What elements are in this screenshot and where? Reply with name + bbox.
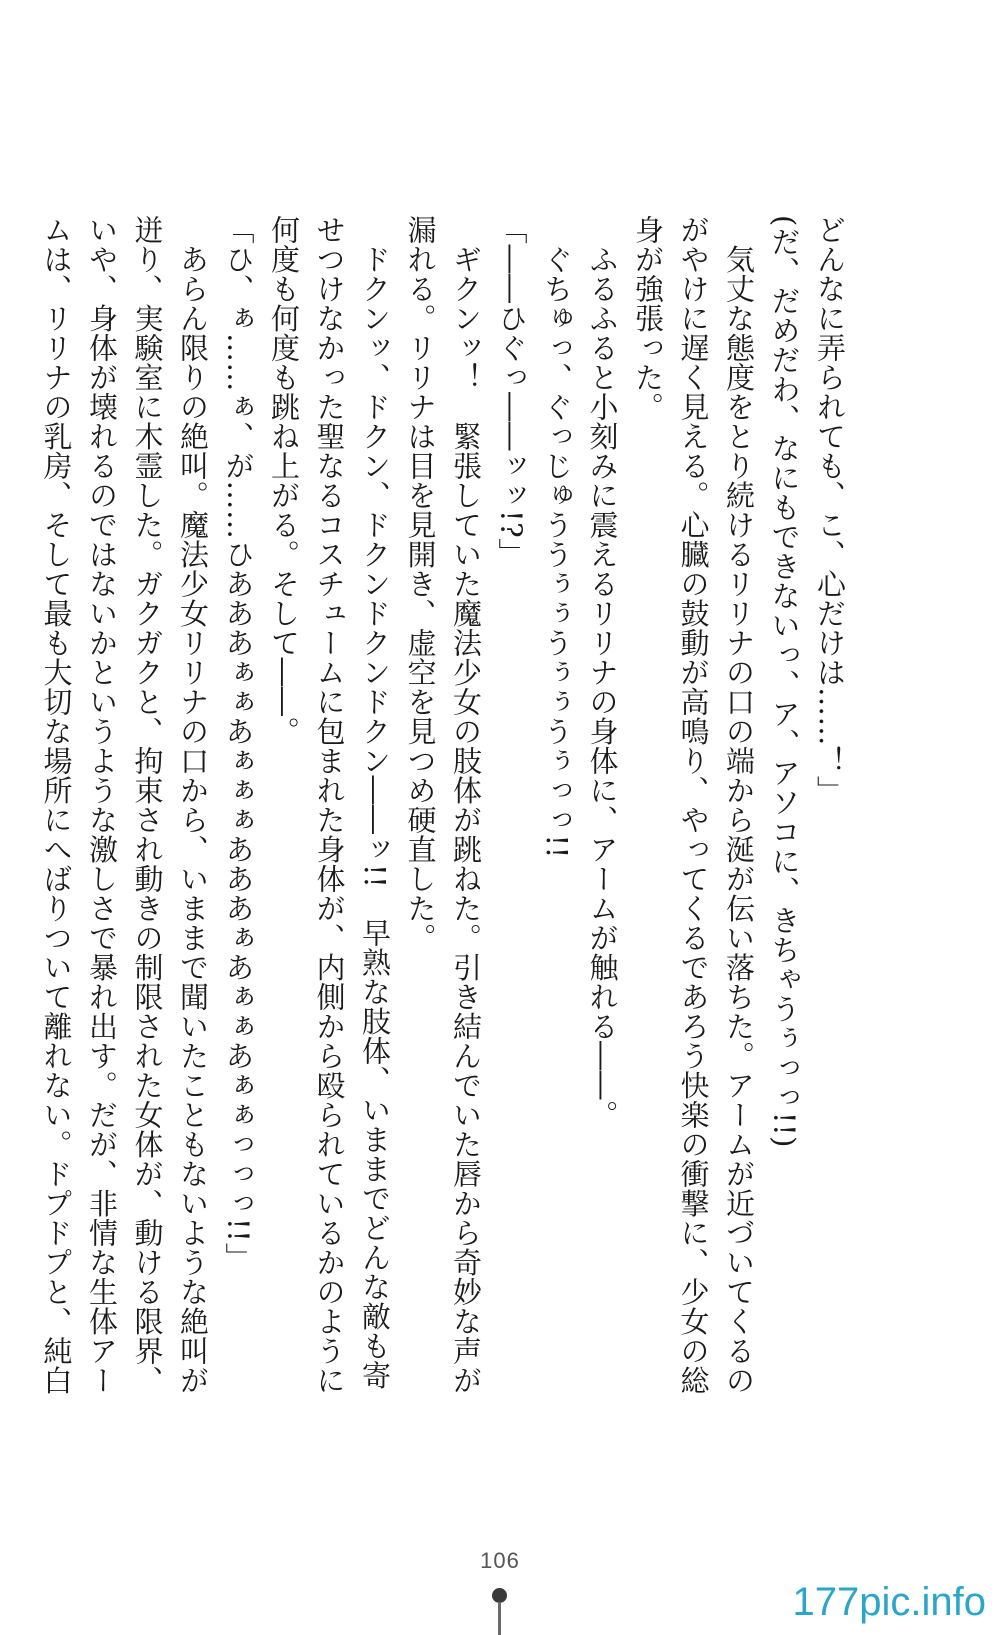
watermark: 177pic.info bbox=[792, 1580, 986, 1624]
page-marker-line bbox=[498, 1602, 501, 1635]
text-line: 身が強張った。 bbox=[631, 215, 665, 422]
text-line: ふるふると小刻みに震えるリリナの身体に、アームが触れる――。 bbox=[585, 215, 620, 1130]
page-number: 106 bbox=[480, 1548, 520, 1573]
text-line: 「――ひぐっ――ッッ!?」 bbox=[494, 215, 529, 568]
text-line: 気丈な態度をとり続けるリリナの口の端から涎が伝い落ちた。アームが近づいてくるの bbox=[722, 215, 756, 1395]
text-line: 何度も何度も跳ね上がる。そして――。 bbox=[267, 215, 301, 746]
text-line: せつけなかった聖なるコスチュームに包まれた身体が、内側から殴られているかのように bbox=[312, 215, 347, 1395]
text-line: (だ、だめだわ、なにもできないっ、ア、アソコに、きちゃうぅっっ!!) bbox=[767, 215, 802, 1148]
text-line: どんなに弄られても、こ、心だけは……！」 bbox=[813, 215, 847, 805]
text-line: ドクンッ、ドクン、ドクンドクンドクン――ッ!! 早熟な肢体、いままでどんな敵も寄 bbox=[358, 215, 392, 1390]
page-marker-dot-icon bbox=[492, 1588, 507, 1603]
text-line: ムは、リリナの乳房、そして最も大切な場所にへばりついて離れない。ドプドプと、純白 bbox=[39, 215, 74, 1395]
text-line: 「ひ、ぁ……ぁ、が……ひあああぁぁあぁぁぁあああぁあぁぁあぁぁっっっ!!」 bbox=[221, 215, 256, 1272]
text-line: ぐちゅっ、ぐっじゅううぅぅうぅぅうぅっっ!! bbox=[540, 215, 574, 859]
text-line: 迸り、実験室に木霊した。ガクガクと、拘束され動きの制限された女体が、動ける限界、 bbox=[130, 215, 165, 1395]
text-line: ギクンッ！ 緊張していた魔法少女の肢体が跳ねた。引き結んでいた唇から奇妙な声が bbox=[449, 215, 483, 1395]
text-line: いや、身体が壊れるのではないかというような激しさで暴れ出す。だが、非情な生体アー bbox=[85, 215, 119, 1395]
body-text bbox=[39, 215, 852, 1395]
text-line: 漏れる。リリナは目を見開き、虚空を見つめ硬直した。 bbox=[403, 215, 438, 953]
text-line: あらん限りの絶叫。魔法少女リリナの口から、いままで聞いたこともないような絶叫が bbox=[176, 215, 210, 1395]
text-line: がやけに遅く見える。心臓の鼓動が高鳴り、やってくるであろう快楽の衝撃に、少女の総 bbox=[676, 215, 711, 1395]
